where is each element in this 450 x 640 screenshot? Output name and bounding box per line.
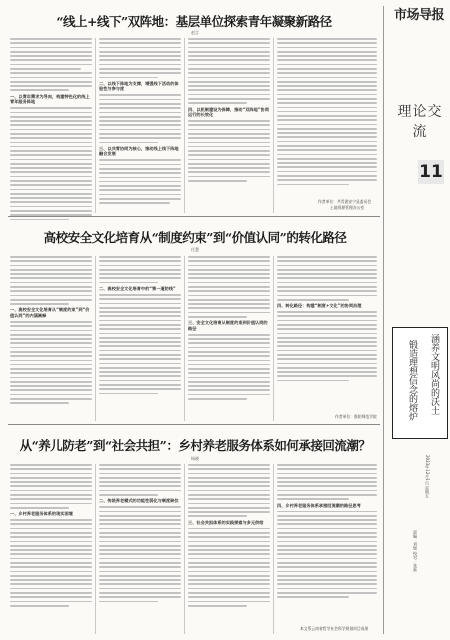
editor-info: 责编：刘媛 校对：张磊 [413, 530, 418, 572]
article-2-subhead-4: 四、转化路径：构建“制度+文化”的协同治理 [277, 303, 362, 309]
article-2-column-2 [99, 256, 181, 394]
article-1-subhead-1: 一、以青年需求为导向，构建特色化的线上青年服务阵地 [10, 93, 90, 105]
article-3-subhead-2: 二、传统养老模式的功能性弱化与制度缺位 [99, 498, 179, 504]
article-1-column-2 [99, 38, 181, 204]
article-1-column-3 [188, 38, 270, 182]
section-title: 理论交流 [397, 104, 443, 140]
article-1-column-4 [277, 38, 377, 185]
article-2-subhead-3: 三、安全文化培育从制度约束到价值认同的路径 [188, 320, 268, 331]
article-2-column-1 [10, 256, 92, 404]
article-2-byline: 任慧 [191, 247, 199, 252]
article-3-subhead-3: 三、社会共担体系的实践探索与多元供给 [188, 519, 264, 525]
page-number: 11 [419, 162, 443, 182]
article-3-column-1 [10, 464, 92, 607]
article-3-column-3 [188, 464, 270, 607]
article-2-column-3 [188, 256, 270, 400]
article-3-subhead-1: 一、乡村养老服务体系的现实困境 [10, 511, 73, 517]
article-3-signature: 本文系云南省哲学社会科学规划项目成果 [300, 626, 369, 631]
article-2-headline: 高校安全文化培育从“制度约束”到“价值认同”的转化路径 [43, 230, 347, 245]
article-2-divider [8, 424, 380, 425]
article-3-column-4 [277, 464, 377, 598]
article-3-byline: 杨晓 [191, 456, 199, 461]
article-1-subhead-4: 四、以机制建设为保障，推动“双阵地”协同运行的长效化 [188, 106, 269, 117]
masthead-divider [383, 6, 384, 634]
article-1-signature: 作者单位：共青团安宁县委员会 [318, 199, 372, 204]
article-3-headline: 从“养儿防老”到“社会共担”：乡村养老服务体系如何承接回流潮？ [19, 438, 371, 453]
article-2-subhead-2: 二、高校安全文化培育中的“第一道防线” [99, 285, 176, 291]
article-1-subhead-3: 三、以共青协同为核心，推动线上线下阵地融合发展 [99, 145, 179, 157]
article-2-subhead-1: 一、高校安全文化培育从“制度约束”到“价值认同”的内涵阐释 [10, 307, 90, 318]
article-1-signature-2: 土地资源管理办公室 [330, 205, 365, 210]
article-2-column-4 [277, 256, 377, 381]
article-3-subhead-4: 四、乡村养老服务体系承接回流潮的路径思考 [277, 502, 361, 508]
slogan-banner [392, 327, 448, 439]
article-1-column-1 [10, 38, 92, 220]
article-3-column-2 [99, 464, 181, 602]
article-2-signature: 作者单位：淮阴师范学院 [335, 414, 377, 419]
banner-slogan-2: 锻造理想信念的熔炉 [407, 340, 417, 421]
article-1-byline: 赵言 [191, 30, 199, 35]
article-1-subhead-2: 二、以线下阵地为支撑，增强线下活动的体验性与参与度 [99, 80, 179, 92]
article-1-headline: “线上+线下”双阵地：基层单位探索青年凝聚新路径 [56, 14, 332, 29]
newspaper-brand: 市场导报 [394, 8, 445, 23]
article-1-divider [8, 216, 380, 217]
banner-slogan-1: 涵养文明风尚的沃土 [429, 334, 439, 415]
issue-info: 2023年12月1日 星期五 [425, 455, 430, 499]
